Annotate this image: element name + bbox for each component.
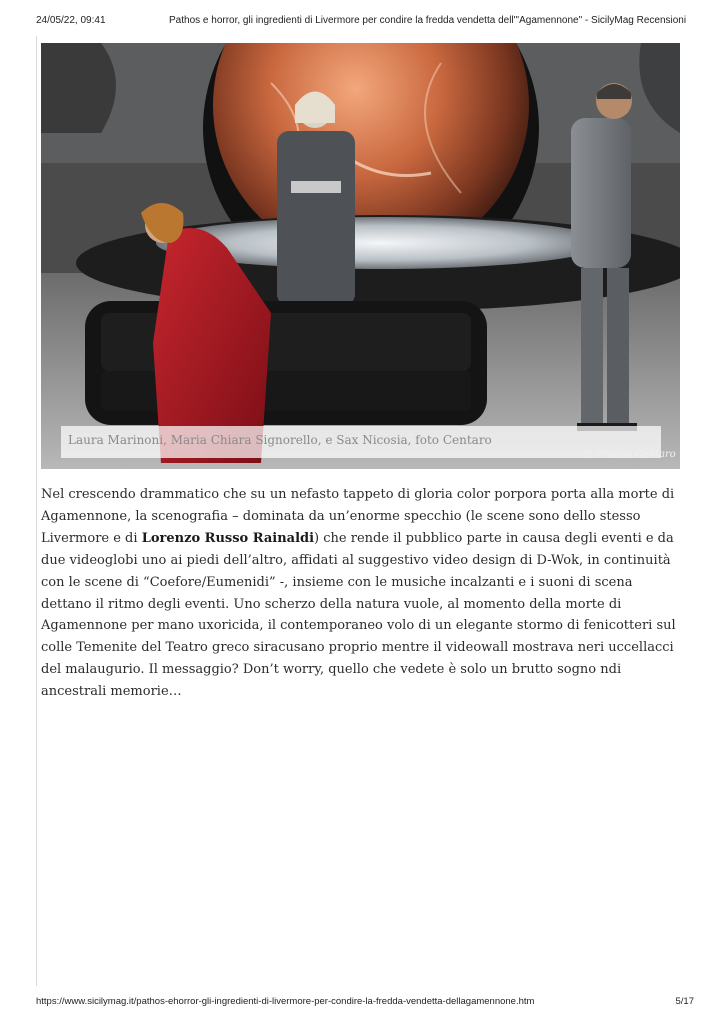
paragraph-text-end: ) che rende il pubblico parte in causa degli eventi e da due videoglobi uno ai piedi dell’altro, affidati al suggestivo video design di D-Wok, in continuità con le scene di “Coefore/Eumenidi” -, insieme con le musiche incalzanti e i suoni di scena dettano il ritmo degli eventi. Uno scherzo della natura vuole, al momento della morte di Agamennone per mano uxoricida, il contemporaneo volo di un elegante stormo di fenicotteri sul colle Temenite del Teatro greco siracusano proprio mentre il videowall mostrava neri uccellacci del malaugurio. Il messaggio? Don’t worry, quello che vedete è solo un brutto sogno ndi ancestrali memorie… [41,530,676,700]
article-photo [41,43,680,469]
print-footer [36,996,694,1010]
print-page-title: Pathos e horror, gli ingredienti di Livermore per condire la fredda vendetta dell'"Agamennone" - SicilyMag Recensioni [169,15,687,26]
paragraph-text-start: Nel crescendo drammatico che su un nefasto tappeto di gloria color porpora porta alla morte di Agamennone, la scenografia – dominata da un’enorme specchio (le scene sono dello stesso Livermore e di [41,487,675,546]
article-paragraph [41,484,681,703]
article-body [41,484,681,703]
print-url: https://www.sicilymag.it/pathos-ehorror-gli-ingredienti-di-livermore-per-condire-la-fredda-vendetta-dellagamennone.htm [36,996,535,1007]
print-timestamp: 24/05/22, 09:41 [36,15,106,26]
page-number: 5/17 [675,996,694,1007]
bold-name: Lorenzo Russo Rainaldi [141,530,315,546]
page-left-rule [36,36,37,986]
photo-caption: Laura Marinoni, Maria Chiara Signorello, e Sax Nicosia, foto Centaro [68,433,492,447]
print-header [36,15,694,31]
photo-credit: © Franca Centaro [583,449,676,460]
